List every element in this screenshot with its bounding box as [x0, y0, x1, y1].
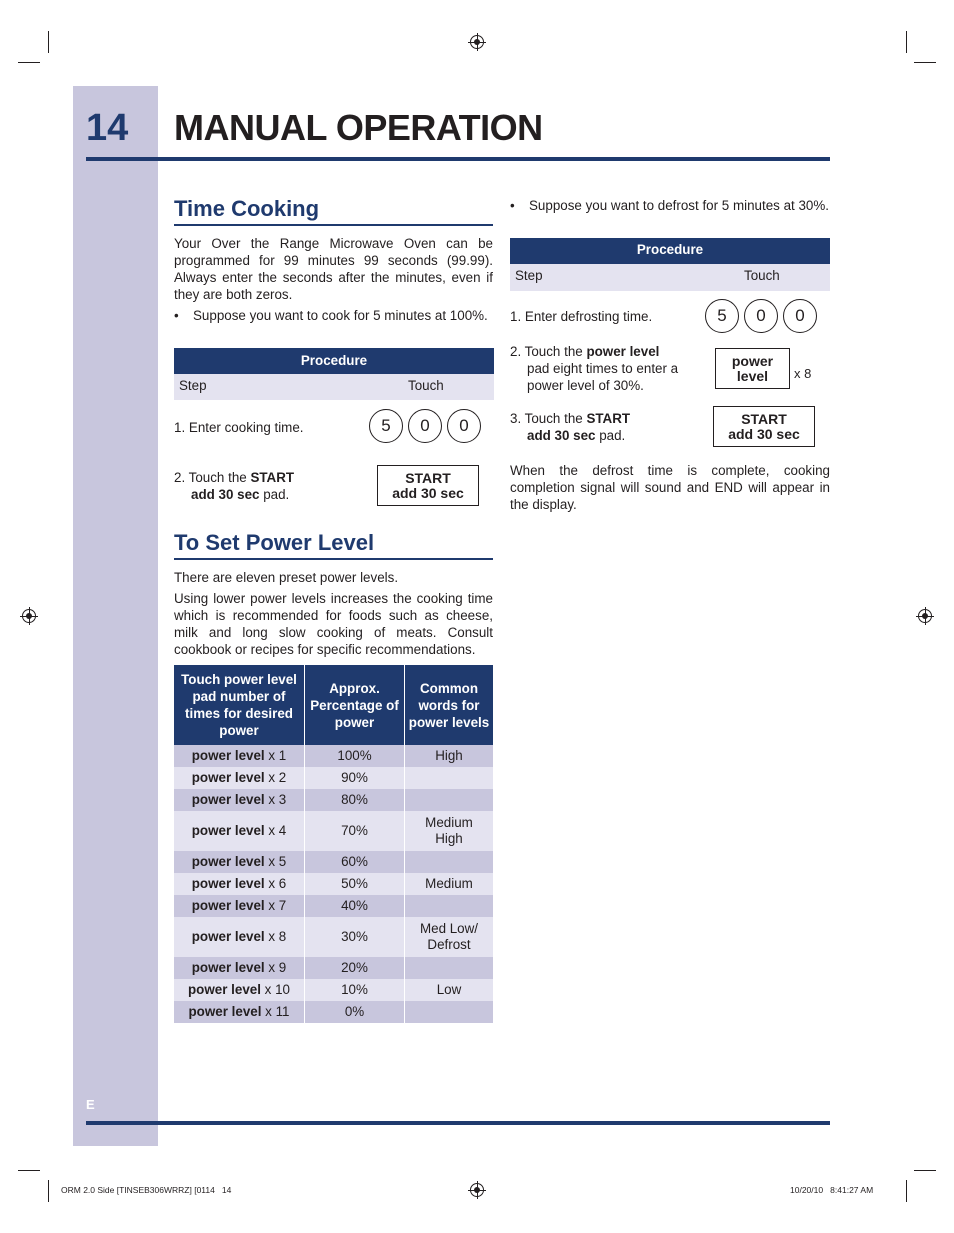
power-level-times [174, 1001, 305, 1023]
power-level-times [174, 895, 305, 917]
power-level-label: power level [191, 929, 265, 944]
power-level-label: power level [191, 898, 265, 913]
step-text: pad eight times to enter a power level of 30%. [527, 361, 679, 393]
procedure-header: Procedure [174, 348, 494, 374]
common-word-cell: Low [405, 979, 494, 1001]
section-heading-time-cooking: Time Cooking [174, 196, 320, 221]
col-step-label: Step [179, 378, 207, 393]
pad-label: level [736, 368, 769, 384]
time-cooking-intro: Your Over the Range Microwave Oven can be programmed for 99 minutes 99 seconds (99.99). Always enter the seconds after the minutes, even if they are both zeros. [174, 236, 493, 302]
step-bold: START [250, 470, 295, 485]
power-level-times [174, 745, 305, 767]
print-slug-left: ORM 2.0 Side [TINSEB306WRRZ] [0114 14 [61, 1185, 232, 1195]
table-row [174, 917, 493, 957]
step-text: 2. Touch the [510, 344, 587, 359]
percentage-cell: 100% [305, 745, 405, 767]
heading-rule [174, 224, 493, 226]
crop-mark [48, 31, 49, 53]
page-title: MANUAL OPERATION [174, 107, 543, 148]
defrost-example [510, 197, 830, 214]
table-header: Touch power level pad number of times for desired power [174, 665, 305, 745]
power-level-times [174, 873, 305, 895]
common-word-cell [405, 957, 494, 979]
procedure-step-2 [510, 343, 700, 394]
times-value: x 10 [264, 982, 290, 997]
step-bold: add 30 sec [527, 428, 596, 443]
crop-mark [18, 1170, 40, 1171]
common-word-cell [405, 767, 494, 789]
percentage-cell: 90% [305, 767, 405, 789]
table-row [174, 811, 493, 851]
table-header: Common words for power levels [405, 665, 494, 745]
percentage-cell: 30% [305, 917, 405, 957]
pad-label: START [405, 470, 451, 486]
percentage-cell: 70% [305, 811, 405, 851]
start-pad [377, 465, 479, 506]
power-level-table [174, 665, 493, 1023]
bullet-dot: • [510, 198, 515, 213]
crop-mark [48, 1180, 49, 1202]
times-value: x 5 [268, 854, 287, 869]
sidebar-band [73, 86, 158, 1146]
time-cooking-example [174, 307, 493, 324]
procedure-step-1: 1. Enter defrosting time. [510, 309, 653, 324]
percentage-cell: 50% [305, 873, 405, 895]
keypad-digit: 5 [369, 409, 403, 443]
times-value: x 11 [265, 1004, 290, 1019]
power-level-times [174, 979, 305, 1001]
pad-label: power [731, 353, 774, 369]
procedure-step-3 [510, 410, 630, 444]
language-tab: E [86, 1097, 95, 1112]
power-level-times [174, 767, 305, 789]
power-level-label: power level [191, 854, 265, 869]
procedure-step-2 [174, 469, 294, 503]
power-level-p2: Using lower power levels increases the cooking time which is recommended for foods such as cheese, milk and long slow cooking of meats. Consult cookbook or recipes for specific recommendations. [174, 591, 493, 657]
keypad-digit: 5 [705, 299, 739, 333]
table-row [174, 745, 493, 767]
power-level-times [174, 957, 305, 979]
registration-mark-icon [470, 35, 484, 49]
bullet-text: Suppose you want to cook for 5 minutes at 100%. [193, 308, 488, 323]
power-level-label: power level [191, 792, 265, 807]
common-word-cell: Medium [405, 873, 494, 895]
keypad-digit: 0 [408, 409, 442, 443]
power-level-label: power level [191, 960, 265, 975]
table-row [174, 767, 493, 789]
procedure-step-1: 1. Enter cooking time. [174, 420, 304, 435]
table-row [174, 873, 493, 895]
common-word-cell: Med Low/ Defrost [405, 917, 494, 957]
common-word-cell: High [405, 745, 494, 767]
table-row [174, 979, 493, 1001]
power-level-times [174, 789, 305, 811]
power-level-times [174, 851, 305, 873]
section-heading-power-level: To Set Power Level [174, 530, 375, 555]
crop-mark [906, 31, 907, 53]
power-level-label: power level [188, 982, 261, 997]
step-text: pad. [259, 487, 290, 502]
procedure-subheader [510, 264, 830, 291]
crop-mark [18, 62, 40, 63]
procedure-subheader [174, 374, 494, 400]
table-row [174, 851, 493, 873]
power-level-p1: There are eleven preset power levels. [174, 570, 399, 585]
table-row [174, 789, 493, 811]
print-slug-right: 10/20/10 8:41:27 AM [790, 1185, 874, 1195]
power-level-label: power level [188, 1004, 262, 1019]
procedure-header: Procedure [510, 238, 830, 264]
times-value: x 8 [268, 929, 287, 944]
keypad-digit: 0 [744, 299, 778, 333]
footer-rule [86, 1121, 830, 1125]
percentage-cell: 0% [305, 1001, 405, 1023]
times-value: x 4 [268, 823, 287, 838]
times-count: x 8 [794, 366, 812, 381]
crop-mark [914, 62, 936, 63]
start-pad [713, 406, 815, 447]
step-bold: power level [586, 344, 660, 359]
percentage-cell: 40% [305, 895, 405, 917]
power-level-label: power level [191, 876, 265, 891]
times-value: x 1 [268, 748, 287, 763]
times-value: x 6 [268, 876, 287, 891]
times-value: x 7 [268, 898, 287, 913]
page-number: 14 [86, 107, 129, 149]
percentage-cell: 60% [305, 851, 405, 873]
step-bold: add 30 sec [191, 487, 260, 502]
power-level-label: power level [191, 823, 265, 838]
common-word-cell [405, 789, 494, 811]
heading-rule [174, 558, 493, 560]
registration-mark-icon [918, 609, 932, 623]
header-rule [86, 157, 830, 161]
power-level-label: power level [191, 770, 265, 785]
percentage-cell: 10% [305, 979, 405, 1001]
step-text: pad. [595, 428, 626, 443]
times-value: x 2 [268, 770, 287, 785]
power-level-times [174, 917, 305, 957]
common-word-cell [405, 851, 494, 873]
percentage-cell: 20% [305, 957, 405, 979]
step-text: 2. Touch the [174, 470, 251, 485]
common-word-cell [405, 895, 494, 917]
keypad-digit: 0 [447, 409, 481, 443]
percentage-cell: 80% [305, 789, 405, 811]
step-text: 3. Touch the [510, 411, 587, 426]
col-touch-label: Touch [744, 268, 780, 283]
common-word-cell [405, 1001, 494, 1023]
times-value: x 9 [268, 960, 287, 975]
bullet-dot: • [174, 308, 179, 323]
table-row [174, 957, 493, 979]
table-header: Approx. Percentage of power [305, 665, 405, 745]
registration-mark-icon [22, 609, 36, 623]
common-word-cell: Medium High [405, 811, 494, 851]
defrost-closing: When the defrost time is complete, cooking completion signal will sound and END will appear in the display. [510, 463, 830, 512]
times-value: x 3 [268, 792, 287, 807]
bullet-text: Suppose you want to defrost for 5 minutes at 30%. [529, 198, 829, 213]
col-step-label: Step [515, 268, 543, 283]
power-level-pad [715, 348, 790, 389]
power-level-label: power level [191, 748, 265, 763]
registration-mark-icon [470, 1183, 484, 1197]
table-row [174, 1001, 493, 1023]
keypad-digit: 0 [783, 299, 817, 333]
crop-mark [906, 1180, 907, 1202]
step-bold: START [586, 411, 631, 426]
pad-label: START [741, 411, 787, 427]
col-touch-label: Touch [408, 378, 444, 393]
power-level-times [174, 811, 305, 851]
pad-label: add 30 sec [728, 426, 800, 442]
crop-mark [914, 1170, 936, 1171]
pad-label: add 30 sec [392, 485, 464, 501]
table-row [174, 895, 493, 917]
